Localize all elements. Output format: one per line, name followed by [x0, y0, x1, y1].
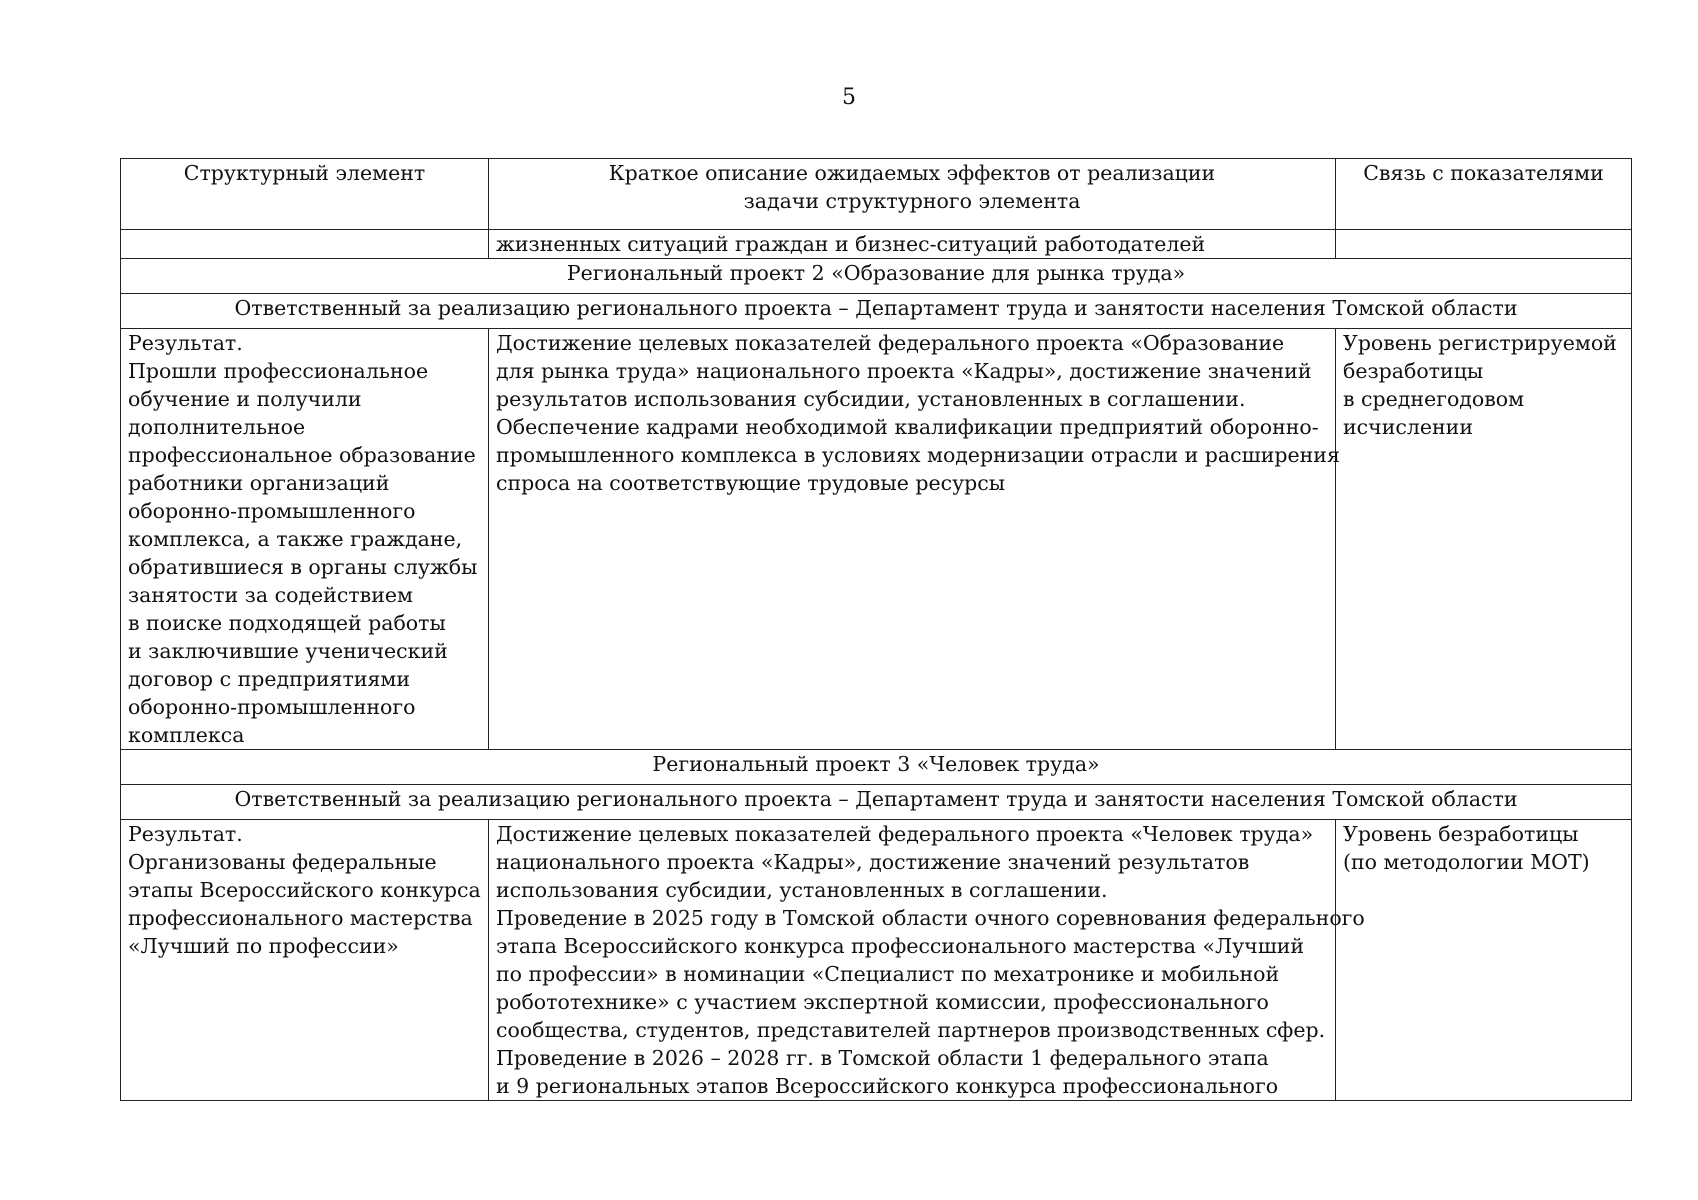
project3-indicator-cell — [1336, 820, 1632, 1101]
description-line: и 9 региональных этапов Всероссийского конкурса профессионального — [496, 1074, 1279, 1098]
result-line: и заключившие ученический — [128, 639, 448, 663]
indicator-line: Уровень регистрируемой — [1343, 331, 1617, 355]
indicator-line: безработицы — [1343, 359, 1484, 383]
result-line: оборонно-промышленного — [128, 695, 416, 719]
page-number: 5 — [842, 85, 856, 110]
result-line: обучение и получили — [128, 387, 362, 411]
result-line: договор с предприятиями — [128, 667, 411, 691]
result-line: профессионального мастерства — [128, 906, 473, 930]
header-indicators: Связь с показателями — [1336, 159, 1632, 230]
indicator-line: в среднегодовом — [1343, 387, 1525, 411]
description-line: по профессии» в номинации «Специалист по мехатронике и мобильной — [496, 962, 1280, 986]
result-line: Результат. — [128, 331, 243, 355]
result-line: комплекса, а также граждане, — [128, 527, 463, 551]
result-line: Организованы федеральные — [128, 850, 437, 874]
result-line: обратившиеся в органы службы — [128, 555, 478, 579]
project3-title-row — [121, 750, 1632, 785]
description-line: национального проекта «Кадры», достижение значений результатов — [496, 850, 1250, 874]
description-line: промышленного комплекса в условиях модернизации отрасли и расширения — [496, 443, 1340, 467]
indicator-line: Уровень безработицы — [1343, 822, 1579, 846]
result-line: оборонно-промышленного — [128, 499, 416, 523]
description-line: результатов использования субсидии, установленных в соглашении. — [496, 387, 1246, 411]
description-line: для рынка труда» национального проекта «Кадры», достижение значений — [496, 359, 1312, 383]
indicator-line: (по методологии МОТ) — [1343, 850, 1590, 874]
description-line: робототехнике» с участием экспертной комиссии, профессионального — [496, 990, 1269, 1014]
indicator-line: исчислении — [1343, 415, 1473, 439]
project3-description-cell — [489, 820, 1365, 1101]
description-line: Обеспечение кадрами необходимой квалификации предприятий оборонно- — [496, 415, 1319, 439]
result-line: Результат. — [128, 822, 243, 846]
header-description — [489, 159, 1336, 230]
project2-result-cell — [121, 329, 489, 750]
result-line: работники организаций — [128, 471, 390, 495]
table-header-row — [121, 159, 1632, 230]
continuation-element-cell — [121, 230, 489, 259]
goals-table — [120, 158, 1632, 1101]
header-structural-element: Структурный элемент — [121, 159, 489, 230]
description-line: Проведение в 2025 году в Томской области очного соревнования федерального — [496, 906, 1365, 930]
result-line: Прошли профессиональное — [128, 359, 429, 383]
project2-indicator-cell — [1336, 329, 1632, 750]
description-line: спроса на соответствующие трудовые ресурсы — [496, 471, 1006, 495]
project3-result-row — [121, 820, 1632, 1101]
description-line: этапа Всероссийского конкурса профессионального мастерства «Лучший — [496, 934, 1305, 958]
project2-responsible-row — [121, 294, 1632, 329]
project3-responsible: Ответственный за реализацию регионального проекта – Департамент труда и занятости населения Томской области — [121, 785, 1632, 820]
continuation-description-cell: жизненных ситуаций граждан и бизнес-ситуаций работодателей — [489, 230, 1336, 259]
result-line: профессиональное образование — [128, 443, 476, 467]
description-line: Достижение целевых показателей федерального проекта «Человек труда» — [496, 822, 1314, 846]
continuation-row — [121, 230, 1632, 259]
description-line: сообщества, студентов, представителей партнеров производственных сфер. — [496, 1018, 1326, 1042]
project3-responsible-row — [121, 785, 1632, 820]
description-line: Достижение целевых показателей федерального проекта «Образование — [496, 331, 1285, 355]
project2-responsible: Ответственный за реализацию регионального проекта – Департамент труда и занятости населения Томской области — [121, 294, 1632, 329]
description-line: использования субсидии, установленных в соглашении. — [496, 878, 1108, 902]
project2-title-row — [121, 259, 1632, 294]
result-line: этапы Всероссийского конкурса — [128, 878, 481, 902]
result-line: комплекса — [128, 723, 245, 747]
project2-description-cell — [489, 329, 1340, 750]
result-line: дополнительное — [128, 415, 306, 439]
continuation-indicator-cell — [1336, 230, 1632, 259]
header-description-line: задачи структурного элемента — [743, 189, 1081, 213]
description-line: Проведение в 2026 – 2028 гг. в Томской области 1 федерального этапа — [496, 1046, 1269, 1070]
result-line: в поиске подходящей работы — [128, 611, 446, 635]
project2-title: Региональный проект 2 «Образование для рынка труда» — [121, 259, 1632, 294]
header-description-line: Краткое описание ожидаемых эффектов от реализации — [608, 161, 1216, 185]
project2-result-row — [121, 329, 1632, 750]
result-line: «Лучший по профессии» — [128, 934, 399, 958]
project3-result-cell — [121, 820, 489, 1101]
project3-title: Региональный проект 3 «Человек труда» — [121, 750, 1632, 785]
result-line: занятости за содействием — [128, 583, 413, 607]
